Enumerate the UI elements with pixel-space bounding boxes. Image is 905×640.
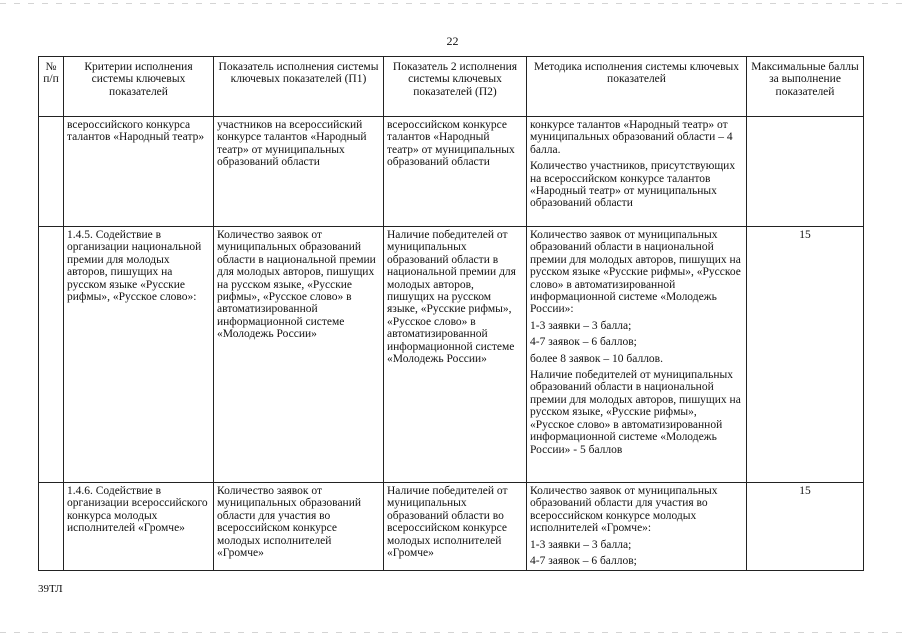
method-paragraph: Количество заявок от муниципальных образований области в национальной премии для молодых авторов, пишущих на русском языке «Русские рифмы», «Русское слово» в автоматизированной информационной системе «Молодежь России»: — [530, 229, 741, 316]
method-paragraph: Количество участников, присутствующих на всероссийском конкурсе талантов «Народный театр» от муниципальных образований области — [530, 160, 736, 210]
criteria-table — [38, 56, 864, 571]
row-criteria: 1.4.5. Содействие в организации национальной премии для молодых авторов, пишущих на русском языке «Русские рифмы», «Русское слово»: — [64, 227, 214, 483]
method-paragraph: конкурсе талантов «Народный театр» от муниципальных образований области – 4 балла. — [530, 119, 733, 156]
row-max-score: 15 — [747, 483, 864, 571]
header-number: № п/п — [39, 57, 64, 117]
scan-artifact-bottom — [0, 632, 905, 633]
row-indicator-2: Наличие победителей от муниципальных образований области в национальной премии для молодых авторов, пишущих на русском языке, «Русские рифмы», «Русское слово» в автоматизированной информационной системе «Молодежь России» — [384, 227, 527, 483]
header-indicator-2: Показатель 2 исполнения системы ключевых показателей (П2) — [384, 57, 527, 117]
row-method — [527, 117, 747, 227]
method-paragraph: 4-7 заявок – 6 баллов; — [530, 336, 637, 349]
table-row — [39, 483, 864, 571]
row-method — [527, 483, 747, 571]
row-number — [39, 227, 64, 483]
row-number — [39, 117, 64, 227]
method-paragraph: 1-3 заявки – 3 балла; — [530, 538, 632, 551]
row-max-score — [747, 117, 864, 227]
header-max-score: Максимальные баллы за выполнение показателей — [747, 57, 864, 117]
document-code: 39ТЛ — [38, 583, 63, 595]
row-indicator-2: всероссийском конкурсе талантов «Народный театр» от муниципальных образований области — [384, 117, 527, 227]
scan-artifact-top — [0, 3, 905, 4]
row-number — [39, 483, 64, 571]
header-method: Методика исполнения системы ключевых показателей — [527, 57, 747, 117]
table-header-row — [39, 57, 864, 117]
method-paragraph: Наличие победителей от муниципальных образований области в национальной премии для молодых авторов, пишущих на русском языке, «Русские рифмы», «Русское слово» в автоматизированной информационной системе «Молодежь России» - 5 баллов — [530, 369, 741, 456]
method-paragraph: Количество заявок от муниципальных образований области для участия во всероссийском конкурсе молодых исполнителей «Громче»: — [530, 485, 718, 535]
method-paragraph: более 8 заявок – 10 баллов. — [530, 352, 663, 365]
row-max-score: 15 — [747, 227, 864, 483]
row-criteria: всероссийского конкурса талантов «Народный театр» — [64, 117, 214, 227]
header-indicator-1: Показатель исполнения системы ключевых показателей (П1) — [214, 57, 384, 117]
row-criteria: 1.4.6. Содействие в организации всероссийского конкурса молодых исполнителей «Громче» — [64, 483, 214, 571]
row-indicator-2: Наличие победителей от муниципальных образований области во всероссийском конкурсе молодых исполнителей «Громче» — [384, 483, 527, 571]
row-method — [527, 227, 747, 483]
method-paragraph: 1-3 заявки – 3 балла; — [530, 319, 632, 332]
table-row — [39, 117, 864, 227]
row-indicator-1: участников на всероссийский конкурсе талантов «Народный театр» от муниципальных образований области — [214, 117, 384, 227]
table-row — [39, 227, 864, 483]
page-number: 22 — [446, 34, 459, 48]
method-paragraph: 4-7 заявок – 6 баллов; — [530, 555, 637, 568]
header-criteria: Критерии исполнения системы ключевых показателей — [64, 57, 214, 117]
row-indicator-1: Количество заявок от муниципальных образований области в национальной премии для молодых авторов, пишущих на русском языке, «Русские рифмы», «Русское слово» в автоматизированной информационной системе «Молодежь России» — [214, 227, 384, 483]
row-indicator-1: Количество заявок от муниципальных образований области для участия во всероссийском конкурсе молодых исполнителей «Громче» — [214, 483, 384, 571]
